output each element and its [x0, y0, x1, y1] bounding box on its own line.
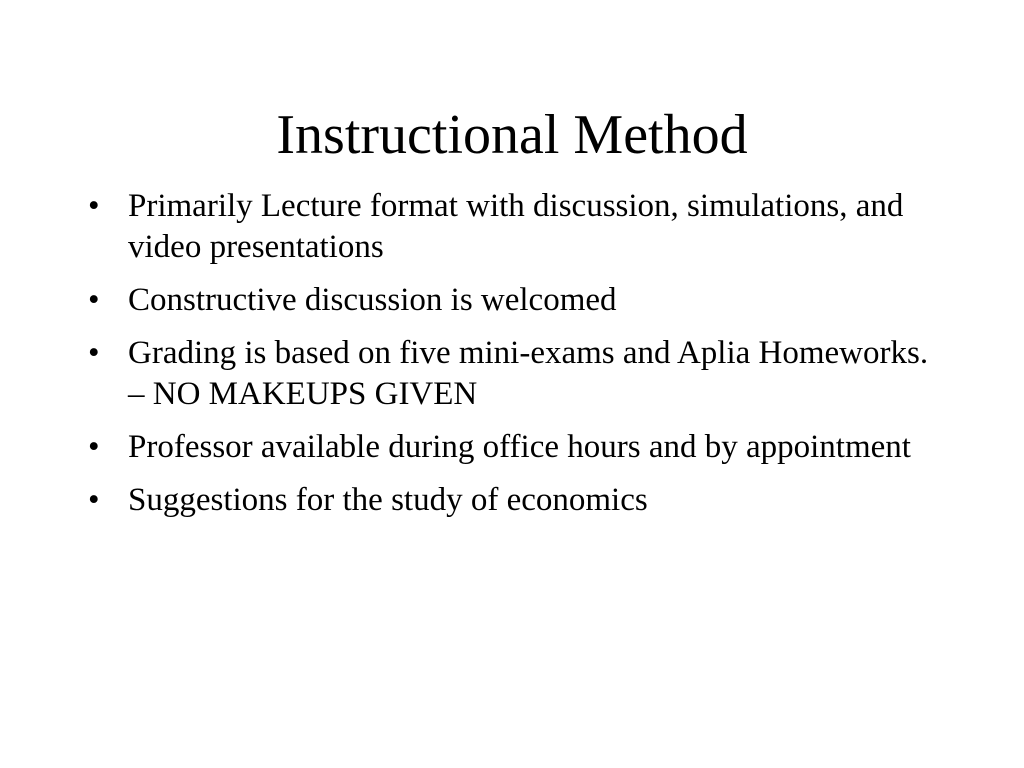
bullet-icon: • — [88, 429, 100, 465]
bullet-text: Professor available during office hours and by appointment — [128, 429, 911, 465]
bullet-item — [86, 480, 946, 521]
slide-title: Instructional Method — [276, 104, 748, 166]
bullet-item — [86, 427, 946, 468]
bullet-icon: • — [88, 482, 100, 518]
bullet-text: Constructive discussion is welcomed — [128, 282, 617, 318]
bullet-text: Grading is based on five mini-exams and Aplia Homeworks. – NO MAKEUPS GIVEN — [128, 335, 929, 412]
bullet-item — [86, 186, 946, 268]
bullet-icon: • — [88, 335, 100, 371]
bullet-text: Suggestions for the study of economics — [128, 482, 648, 518]
bullet-list — [86, 186, 946, 533]
bullet-text: Primarily Lecture format with discussion, simulations, and video presentations — [128, 188, 904, 265]
bullet-icon: • — [88, 188, 100, 224]
bullet-item — [86, 280, 946, 321]
bullet-item — [86, 333, 946, 415]
bullet-icon: • — [88, 282, 100, 318]
